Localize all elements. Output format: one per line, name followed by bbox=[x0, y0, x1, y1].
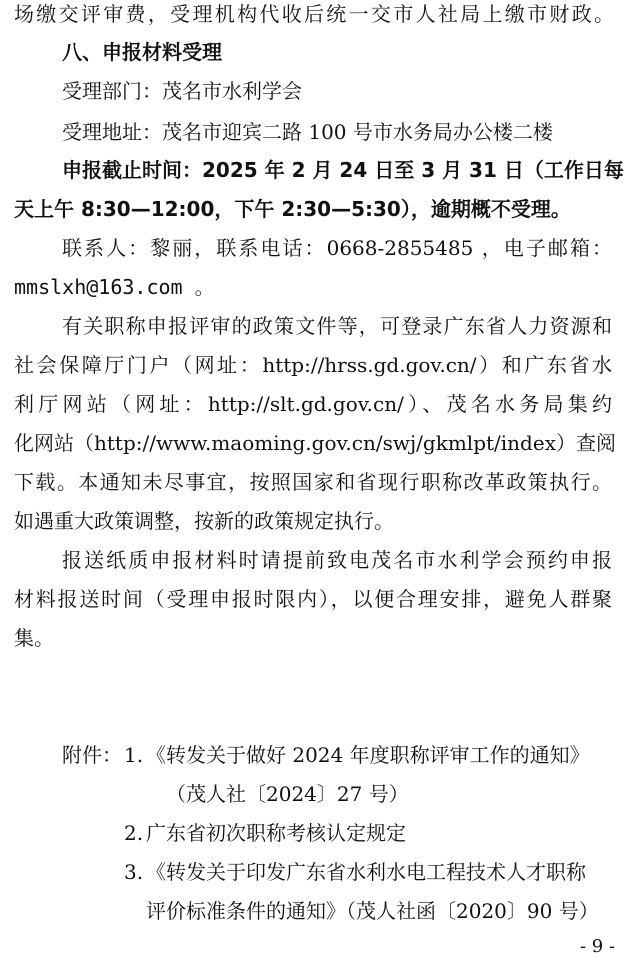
attachment-2-number: 2. bbox=[124, 821, 144, 845]
deadline-line-2: 天上午 8:30—12:00，下午 2:30—5:30），逾期概不受理。 bbox=[14, 197, 571, 221]
deadline-line-1: 申报截止时间：2025 年 2 月 24 日至 3 月 31 日（工作日每 bbox=[62, 158, 624, 182]
attachment-3-title: 《转发关于印发广东省水利水电工程技术人才职称 bbox=[146, 860, 586, 884]
page-number: - 9 - bbox=[579, 936, 615, 957]
paper-submission-line-2: 材料报送时间（受理申报时限内），以便合理安排，避免人群聚 bbox=[14, 587, 612, 611]
attachments-label: 附件： bbox=[62, 743, 122, 767]
contact-email: mmslxh@163.com 。 bbox=[14, 275, 215, 299]
policy-line-6: 如遇重大政策调整，按新的政策规定执行。 bbox=[14, 509, 394, 533]
attachment-3-number: 3. bbox=[124, 860, 144, 884]
paragraph-fee-end: 场缴交评审费，受理机构代收后统一交市人社局上缴市财政。 bbox=[14, 2, 614, 26]
attachment-1-number: 1. bbox=[124, 743, 144, 767]
policy-line-5: 下载。本通知未尽事宜，按照国家和省现行职称改革政策执行。 bbox=[14, 470, 612, 494]
accept-address: 受理地址：茂名市迎宾二路 100 号市水务局办公楼二楼 bbox=[62, 120, 553, 144]
policy-line-1: 有关职称申报评审的政策文件等，可登录广东省人力资源和 bbox=[62, 314, 612, 338]
paper-submission-line-3: 集。 bbox=[14, 626, 54, 650]
policy-line-4: 化网站（http://www.maoming.gov.cn/swj/gkmlpt/index）查阅 bbox=[14, 431, 616, 455]
attachment-1-title: 《转发关于做好 2024 年度职称评审工作的通知》 bbox=[146, 743, 590, 767]
section-8-heading: 八、申报材料受理 bbox=[62, 40, 222, 64]
attachment-1-doc-number: （茂人社〔2024〕27 号） bbox=[166, 782, 409, 806]
attachment-3-title-cont: 评价标准条件的通知》（茂人社函〔2020〕90 号） bbox=[146, 899, 599, 923]
accept-department: 受理部门：茂名市水利学会 bbox=[62, 79, 302, 103]
policy-line-3: 利厅网站（网址：http://slt.gd.gov.cn/）、茂名水务局集约 bbox=[14, 392, 612, 416]
paper-submission-line-1: 报送纸质申报材料时请提前致电茂名市水利学会预约申报 bbox=[62, 548, 612, 572]
policy-line-2: 社会保障厅门户（网址：http://hrss.gd.gov.cn/）和广东省水 bbox=[14, 353, 612, 377]
contact-line-1: 联系人：黎丽，联系电话：0668-2855485 ，电子邮箱： bbox=[62, 236, 612, 260]
attachment-2-title: 广东省初次职称考核认定规定 bbox=[146, 821, 406, 845]
